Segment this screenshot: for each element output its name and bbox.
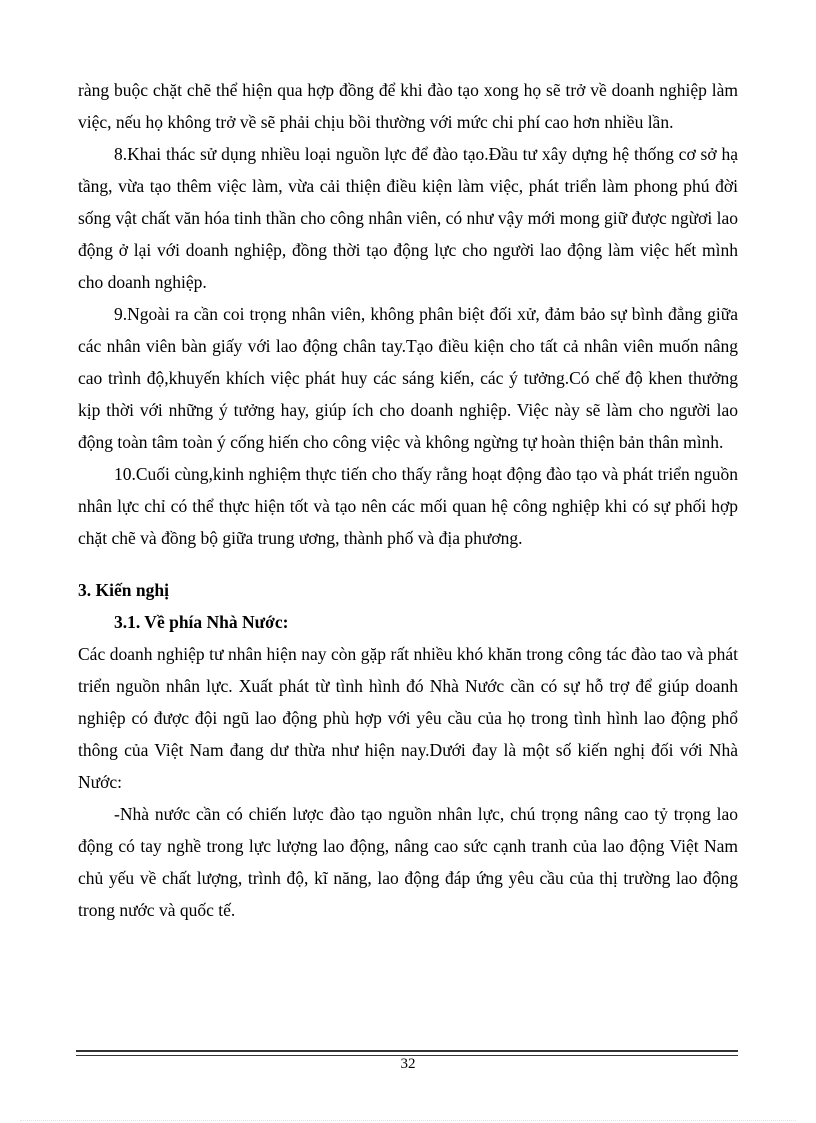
paragraph-state-recommendation: -Nhà nước cần có chiến lược đào tạo nguồn nhân lực, chú trọng nâng cao tỷ trọng lao động có tay nghề trong lực lượng lao động, nâng cao sức cạnh tranh của lao động Việt Nam chủ yếu về chất lượng, trình độ, kĩ năng, lao động đáp ứng yêu cầu của thị trường lao động trong nước và quốc tế.: [78, 804, 738, 920]
section-heading: 3. Kiến nghị: [78, 580, 169, 600]
page-number: 32: [400, 1056, 416, 1072]
paragraph-contract-binding: ràng buộc chặt chẽ thể hiện qua hợp đồng để khi đào tạo xong họ sẽ trở về doanh nghiệp làm việc, nếu họ không trở về sẽ phải chịu bồi thường với mức chi phí cao hơn nhiều lần.: [78, 80, 738, 132]
paragraph-item-10: 10.Cuối cùng,kinh nghiệm thực tiến cho thấy rằng hoạt động đào tạo và phát triển nguồn nhân lực chỉ có thể thực hiện tốt và tạo nên các mối quan hệ công nghiệp khi có sự phối hợp chặt chẽ và đồng bộ giữa trung ương, thành phố và địa phương.: [78, 464, 738, 548]
paragraph-item-8: 8.Khai thác sử dụng nhiều loại nguồn lực để đào tạo.Đầu tư xây dựng hệ thống cơ sở hạ tầng, vừa tạo thêm việc làm, vừa cải thiện điều kiện làm việc, phát triển làm phong phú đời sống vật chất văn hóa tinh thần cho công nhân viên, có như vậy mới mong giữ được ngừơi lao động ở lại với doanh nghiệp, đồng thời tạo động lực cho người lao động làm việc hết mình cho doanh nghiệp.: [78, 144, 738, 292]
paragraph-item-9: 9.Ngoài ra cần coi trọng nhân viên, không phân biệt đối xử, đảm bảo sự bình đẳng giữa các nhân viên bàn giấy với lao động chân tay.Tạo điều kiện cho tất cả nhân viên muốn nâng cao trình độ,khuyến khích việc phát huy các sáng kiến, các ý tưởng.Có chế độ khen thưởng kịp thời với những ý tưởng hay, giúp ích cho doanh nghiệp. Việc này sẽ làm cho người lao động toàn tâm toàn ý cống hiến cho công việc và không ngừng tự hoàn thiện bản thân mình.: [78, 304, 738, 452]
subsection-heading: 3.1. Về phía Nhà Nước:: [114, 612, 289, 632]
paragraph-state-intro: Các doanh nghiệp tư nhân hiện nay còn gặp rất nhiều khó khăn trong công tác đào tao và phát triển nguồn nhân lực. Xuất phát từ tình hình đó Nhà Nước cần có sự hỗ trợ để giúp doanh nghiệp có được đội ngũ lao động phù hợp với yêu cầu của họ trong tình hình lao động phổ thông của Việt Nam đang dư thừa như hiện nay.Dưới đay là một số kiến nghị đối với Nhà Nước:: [78, 644, 738, 792]
page-edge-border: [20, 1120, 796, 1121]
page-body: [78, 74, 738, 926]
